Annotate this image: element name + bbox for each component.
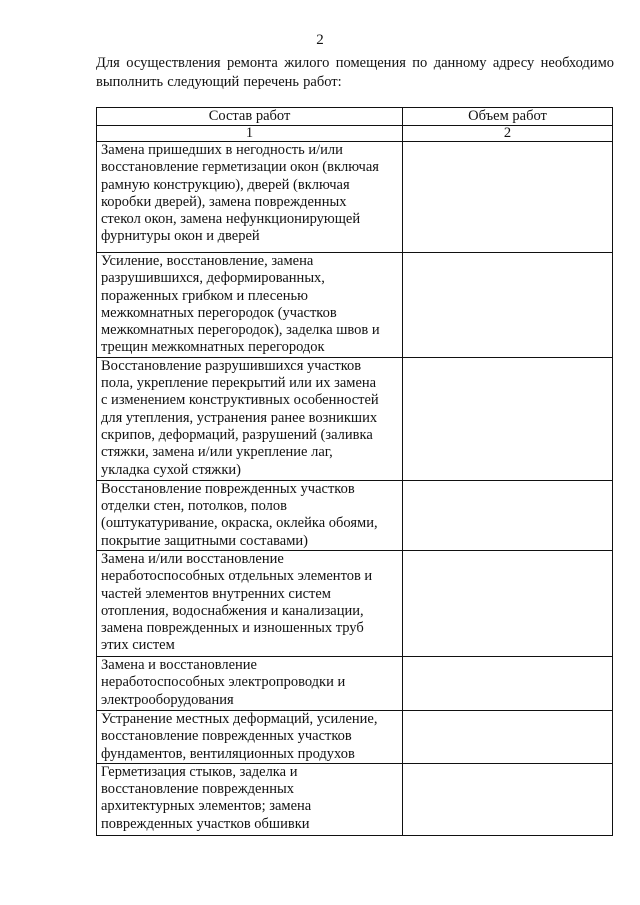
work-description-line: стяжки, замена и/или укрепление лаг, [101, 444, 333, 461]
work-description-line: покрытие защитными составами) [101, 532, 308, 549]
work-description-line: отопления, водоснабжения и канализации, [101, 602, 364, 619]
work-description-line: межкомнатных перегородок (участков [101, 304, 337, 321]
work-description-line: Замена и восстановление [101, 656, 257, 673]
work-description-line: межкомнатных перегородок), заделка швов и [101, 322, 380, 339]
work-description-cell [97, 357, 403, 480]
work-volume-cell [403, 550, 613, 656]
column-number-row [97, 126, 613, 142]
work-description-line: отделки стен, потолков, полов [101, 498, 287, 515]
work-description-cell [97, 763, 403, 835]
work-volume-cell [403, 710, 613, 763]
work-volume-cell [403, 656, 613, 710]
work-description-cell [97, 550, 403, 656]
work-description-line: пораженных грибком и плесенью [101, 287, 308, 304]
work-volume-cell [403, 142, 613, 253]
work-description-line: поврежденных участков обшивки [101, 815, 310, 832]
work-description-line: архитектурных элементов; замена [101, 798, 312, 815]
table-header-row [97, 108, 613, 126]
work-description-line: фурнитуры окон и дверей [101, 228, 260, 245]
table-row [97, 710, 613, 763]
work-description-line: Восстановление поврежденных участков [101, 480, 355, 497]
work-description-line: трещин межкомнатных перегородок [101, 339, 325, 356]
work-description-line: Усиление, восстановление, замена [101, 253, 314, 269]
work-description-line: фундаментов, вентиляционных продухов [101, 745, 355, 762]
work-description-line: неработоспособных отдельных элементов и [101, 568, 373, 585]
intro-paragraph: Для осуществления ремонта жилого помещения по данному адресу необходимо выполнить следующий перечень работ: [96, 55, 614, 90]
work-description-line: восстановление герметизации окон (включая [101, 159, 379, 176]
page-number: 2 [316, 32, 324, 48]
work-description-cell [97, 710, 403, 763]
table-row [97, 656, 613, 710]
work-description-line: пола, укрепление перекрытий или их замена [101, 375, 377, 392]
header-works-composition: Состав работ [97, 108, 403, 126]
table-row [97, 142, 613, 253]
table-row [97, 550, 613, 656]
column-number-2: 2 [403, 126, 613, 142]
work-description-line: Замена и/или восстановление [101, 550, 284, 567]
work-description-line: Герметизация стыков, заделка и [101, 763, 298, 780]
work-description-line: укладка сухой стяжки) [101, 461, 241, 478]
table-row [97, 357, 613, 480]
work-description-line: неработоспособных электропроводки и [101, 674, 346, 691]
work-description-line: для утепления, устранения ранее возникших [101, 409, 378, 426]
work-description-line: скрипов, деформаций, разрушений (заливка [101, 426, 373, 443]
work-description-line: электрооборудования [101, 691, 234, 708]
work-description-line: коробки дверей), замена поврежденных [101, 193, 347, 210]
work-description-line: замена поврежденных и изношенных труб [101, 620, 364, 637]
work-description-line: стекол окон, замена нефункционирующей [101, 211, 361, 228]
table-row [97, 253, 613, 358]
table-row [97, 763, 613, 835]
work-description-cell [97, 253, 403, 358]
work-description-line: Восстановление разрушившихся участков [101, 357, 362, 374]
header-works-volume: Объем работ [403, 108, 613, 126]
work-description-line: восстановление поврежденных участков [101, 728, 352, 745]
work-description-cell [97, 480, 403, 550]
work-description-line: восстановление поврежденных [101, 781, 294, 798]
work-volume-cell [403, 763, 613, 835]
work-description-line: с изменением конструктивных особенностей [101, 392, 379, 409]
table-row [97, 480, 613, 550]
work-volume-cell [403, 480, 613, 550]
work-description-cell [97, 142, 403, 253]
work-description-line: Устранение местных деформаций, усиление, [101, 710, 378, 727]
work-description-line: Замена пришедших в негодность и/или [101, 142, 343, 158]
work-description-line: разрушившихся, деформированных, [101, 270, 325, 287]
work-description-line: (оштукатуривание, окраска, оклейка обоями, [101, 515, 378, 532]
column-number-1: 1 [97, 126, 403, 142]
work-description-cell [97, 656, 403, 710]
work-description-line: рамную конструкцию), дверей (включая [101, 176, 350, 193]
work-description-line: частей элементов внутренних систем [101, 585, 331, 602]
work-volume-cell [403, 253, 613, 358]
works-table [96, 107, 613, 836]
work-description-line: этих систем [101, 637, 175, 654]
work-volume-cell [403, 357, 613, 480]
works-table-body [97, 142, 613, 836]
